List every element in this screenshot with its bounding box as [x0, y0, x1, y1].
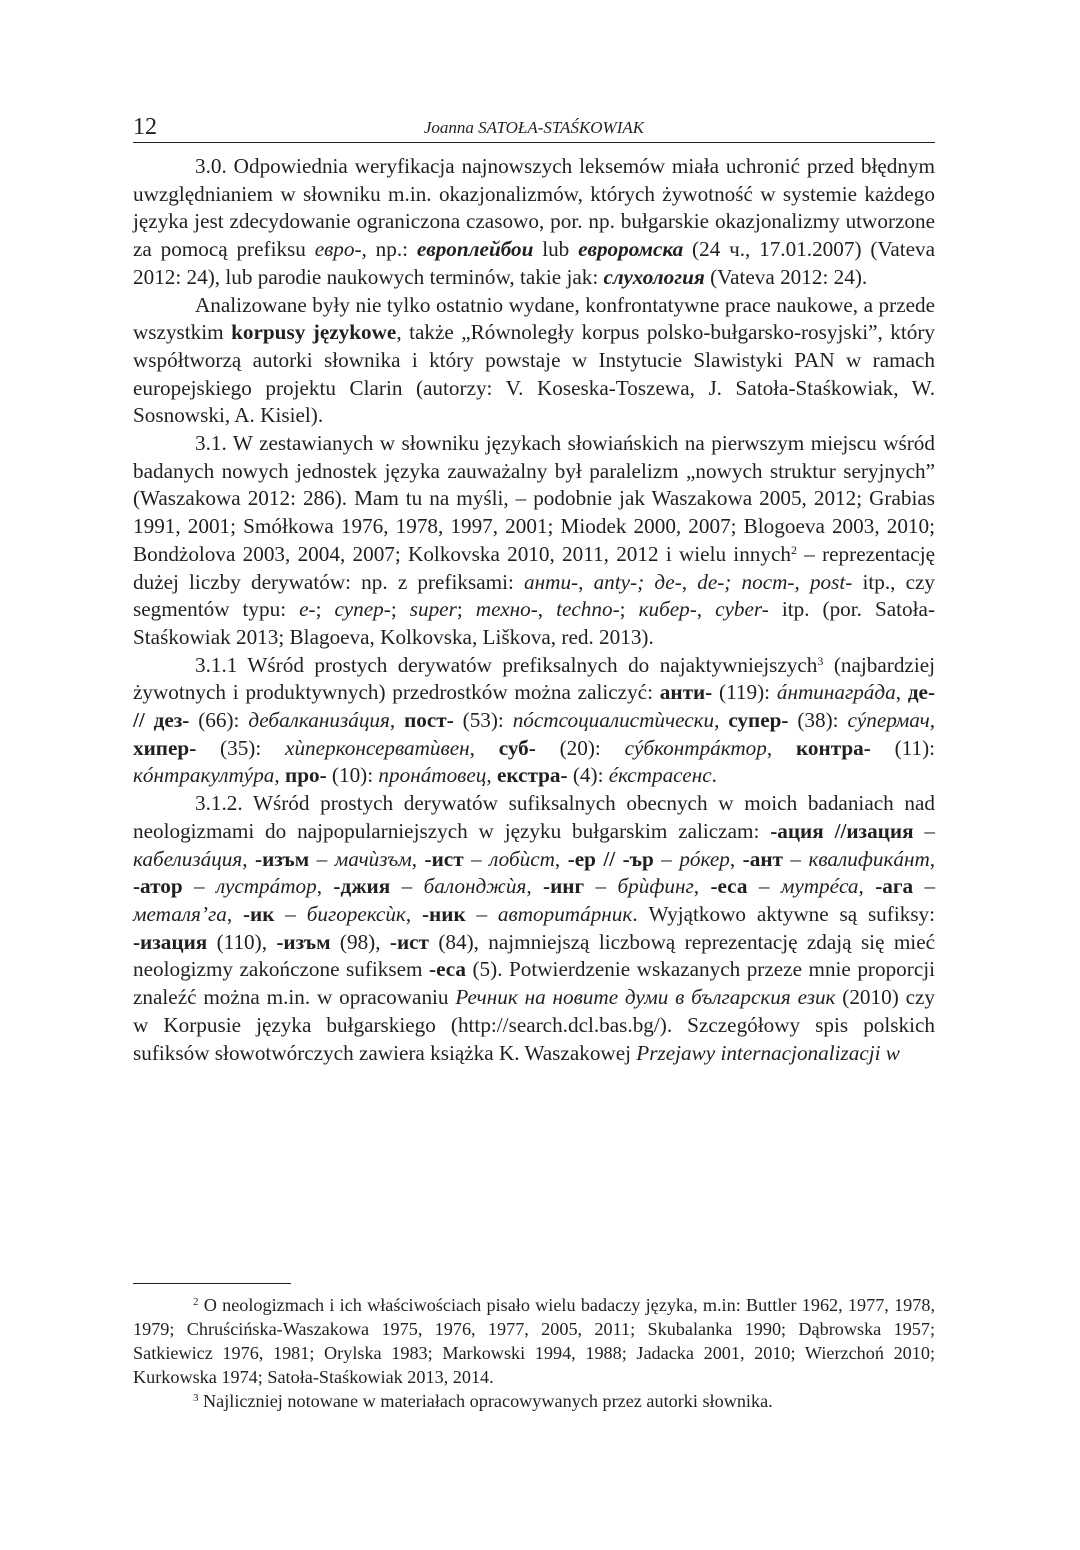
text-run: балонджѝя — [423, 874, 527, 899]
text-run: хипер- — [133, 735, 197, 760]
text-run: -атор — [133, 874, 183, 899]
text-run: , — [274, 763, 285, 788]
text-run: -еса — [710, 874, 748, 899]
text-run: itp., czy segmentów typu: — [133, 569, 936, 622]
text-run: -изация — [133, 929, 208, 954]
text-run: – — [465, 901, 498, 926]
text-run: éкстрасенс — [608, 763, 712, 788]
text-run: – — [913, 818, 935, 843]
text-run: -изъм — [276, 929, 331, 954]
text-run: Przejawy internacjonalizacji w — [636, 1040, 900, 1065]
text-run: (najbardziej żywotnych i produktywnych) przedrostków można zaliczyć: — [133, 652, 935, 705]
text-run: (84), najmniejszą liczbową reprezentację zdają się mieć neologizmy zakończone sufiksem — [133, 929, 936, 982]
text-run: (5). Potwierdzenie wskazanych przeze mnie proporcji znaleźć można m.in. w opracowaniu — [133, 957, 935, 1010]
footnote-marker: 2 — [193, 1296, 199, 1308]
text-run: техно- — [475, 597, 538, 622]
text-run: -джия — [333, 874, 391, 899]
text-run: бигорексѝк — [306, 901, 406, 926]
text-run: суб- — [498, 735, 536, 760]
text-run: -ист — [389, 929, 429, 954]
paragraph — [133, 430, 935, 652]
text-run: , także „Równoległy korpus polsko-bułgarsko-rosyjski”, który współtworzą autorki słownika i który powstaje w Instytucie Slawistyki PAN w ramach europejskiego projektu Clarin (autorzy: V. Koseska-Toszewa, J. Satoła-Staśkowiak, W. Sosnowski, A. Kisiel). — [133, 320, 935, 428]
text-run: кибер- — [638, 597, 697, 622]
text-run: (110), — [207, 929, 277, 954]
text-run: сýбконтрáктор — [624, 735, 767, 760]
text-run: Analizowane były nie tylko ostatnio wydane, konfrontatywne prace naukowe, a przede wszystkim — [133, 292, 935, 345]
text-run: мачѝзъм — [334, 846, 412, 871]
main-text — [133, 153, 935, 1067]
text-run: (119): — [712, 680, 777, 705]
text-run: ; — [390, 597, 410, 622]
page-number: 12 — [133, 114, 157, 140]
text-run: , — [929, 708, 936, 733]
text-run: , — [681, 569, 698, 594]
text-run: , — [242, 846, 256, 871]
footnote-marker: 2 — [790, 542, 797, 557]
text-run: techno- — [556, 597, 620, 622]
text-run: – — [274, 901, 307, 926]
text-run: , — [554, 846, 568, 871]
text-run: кабелизáция — [133, 846, 243, 871]
text-run: , — [526, 874, 544, 899]
text-run: пост- — [404, 708, 454, 733]
footnote-separator — [133, 1283, 291, 1284]
text-run: , — [794, 569, 810, 594]
text-run: áнтинагрáда — [776, 680, 896, 705]
text-run: (10): — [326, 763, 379, 788]
text-run: слухология — [603, 264, 705, 289]
text-run: европлейбои — [416, 237, 534, 262]
text-run: кóнтракултýра — [133, 763, 275, 788]
text-run: – — [747, 874, 781, 899]
text-run: -ист — [424, 846, 464, 871]
text-run: ; — [619, 597, 639, 622]
text-run: , — [226, 901, 243, 926]
text-run: (53): — [453, 708, 513, 733]
text-run: , — [578, 569, 594, 594]
text-run: , — [729, 846, 743, 871]
text-run: ; — [456, 597, 476, 622]
text-run: евроромска — [578, 237, 684, 262]
footnote-marker: 3 — [817, 653, 824, 668]
text-run: про- — [284, 763, 327, 788]
footnote-marker: 3 — [193, 1392, 199, 1404]
text-run: анти- — [659, 680, 713, 705]
text-run: – — [913, 874, 936, 899]
text-run: , — [469, 735, 499, 760]
text-run: -ик — [242, 901, 275, 926]
text-run: супер- — [334, 597, 391, 622]
text-run: (98), — [330, 929, 390, 954]
text-run: lub — [533, 237, 579, 262]
text-run: – reprezentację dużej liczby derywatów: np. z prefiksami: — [133, 541, 936, 594]
text-run: , — [389, 708, 405, 733]
text-run: , — [858, 874, 876, 899]
text-run: лустрáтор — [215, 874, 317, 899]
text-run: , — [693, 874, 711, 899]
text-run: (11): — [870, 735, 936, 760]
text-run: сýпермач — [847, 708, 930, 733]
text-run: евро-, — [314, 237, 367, 262]
text-run: -инг — [543, 874, 585, 899]
text-run: 3.1.2. Wśród prostych derywatów sufiksalnych obecnych w moich badaniach nad neologizmami do najpopularniejszych w języku bułgarskim zaliczam: — [133, 791, 935, 843]
text-run: анти- — [524, 569, 579, 594]
text-run: korpusy językowe — [231, 320, 397, 345]
text-run: , — [405, 901, 422, 926]
paragraph — [133, 790, 935, 1067]
running-head: Joanna SATOŁA-STAŚKOWIAK — [423, 118, 645, 137]
text-run: (2010) czy w Korpusie języka bułgarskiego (http://search.dcl.bas.bg/). Szczegółowy spis polskich sufiksów słowotwórczych zawiera książka K. Waszakowej — [133, 985, 935, 1065]
text-run: -еса — [429, 957, 466, 982]
text-run: . Wyjątkowo aktywne są sufiksy: — [632, 901, 936, 926]
text-run: – — [653, 846, 680, 871]
text-run: 3.0. Odpowiednia weryfikacja najnowszych leksemów miała uchronić przed błędnym uwzględnianiem w słowniku m.in. okazjonalizmów, których żywotność w systemie każdego języka jest zdecydowanie ograniczona czasowo, por. np. bułgarskie okazjonalizmy utworzone za pomocą prefiksu — [133, 154, 935, 262]
text-run: лобѝст — [489, 846, 555, 871]
text-run: Речник на новите думи в българския език — [455, 985, 836, 1010]
text-run: . — [711, 763, 717, 788]
footnote — [133, 1293, 935, 1389]
text-run: хѝперконсерватѝвен — [285, 735, 470, 760]
paragraph — [133, 652, 935, 791]
text-run: O neologizmach i ich właściwościach pisało wielu badaczy języka, m.in: Buttler 1962, 1977, 1978, 1979; Chruścińska-Waszakowa 1975, 1976, 1977, 2005, 2011; Skubalanka 1990; Dąbrowska 1957; Satkiewicz 1976, 1981; Orylska 1983; Markowski 1994, 1988; Jadacka 2001, 2010; Wierzchoń 2010; Kurkowska 1974; Satoła-Staśkowiak 2013, 2014. — [133, 1295, 935, 1387]
text-run: пронáтовец — [378, 763, 487, 788]
text-run: -ант — [742, 846, 783, 871]
text-run: (Vateva 2012: 24). — [704, 264, 868, 289]
text-run: – — [584, 874, 618, 899]
text-run: дебалканизáция — [248, 708, 390, 733]
text-run: de-; пост- — [697, 569, 795, 594]
text-run: квалификáнт — [808, 846, 930, 871]
page-header — [133, 112, 935, 143]
text-run: (20): — [535, 735, 625, 760]
text-run: металя’га — [133, 901, 227, 926]
text-run: , — [895, 680, 908, 705]
text-run: -ер // -ър — [567, 846, 654, 871]
text-run: , — [929, 846, 936, 871]
text-run: -ация //изация — [770, 818, 914, 843]
text-run: ; — [315, 597, 335, 622]
text-run: , — [411, 846, 425, 871]
text-run: -изъм — [255, 846, 310, 871]
text-run: anty-; де- — [593, 569, 682, 594]
text-run: екстра- — [496, 763, 568, 788]
text-run: мутрéса — [780, 874, 859, 899]
text-run: 3.1.1 Wśród prostych derywatów prefiksalnych do najaktywniejszych — [195, 652, 818, 677]
text-run: (66): — [189, 708, 249, 733]
text-run: – — [182, 874, 216, 899]
text-run: де- // дез- — [133, 680, 936, 733]
text-run: post- — [809, 569, 853, 594]
text-run: itp. (por. Satoła-Staśkowiak 2013; Blagoeva, Kolkovska, Liškova, red. 2013). — [133, 597, 935, 649]
footnote — [133, 1389, 935, 1413]
text-run: контра- — [795, 735, 871, 760]
text-run: cyber- — [715, 597, 769, 622]
text-run: брѝфинг — [617, 874, 694, 899]
paragraph — [133, 153, 935, 292]
text-run: , — [696, 597, 716, 622]
text-run: – — [390, 874, 424, 899]
text-run: , — [486, 763, 497, 788]
text-run: (24 ч., 17.01.2007) (Vateva 2012: 24), lub parodie naukowych terminów, takie jak: — [133, 237, 936, 289]
text-run: е- — [299, 597, 316, 622]
text-run: Najliczniej notowane w materiałach opracowywanych przez autorki słownika. — [198, 1391, 773, 1411]
text-run: , — [714, 708, 729, 733]
text-run: -ага — [875, 874, 914, 899]
footnotes — [133, 1293, 935, 1413]
text-run: (38): — [788, 708, 848, 733]
text-run: рóкер — [679, 846, 730, 871]
text-run: np.: — [366, 237, 417, 262]
text-run: супер- — [728, 708, 789, 733]
text-run: , — [316, 874, 334, 899]
text-run: , — [537, 597, 557, 622]
text-run: super — [409, 597, 457, 622]
text-run: (4): — [567, 763, 609, 788]
text-run: – — [782, 846, 809, 871]
text-run: пóстсоциалистѝчески — [512, 708, 715, 733]
text-run: – — [463, 846, 490, 871]
text-run: (35): — [196, 735, 286, 760]
paragraph — [133, 292, 935, 431]
text-run: , — [766, 735, 796, 760]
text-run: -ник — [421, 901, 466, 926]
text-run: 3.1. W zestawianych w słowniku językach słowiańskich na pierwszym miejscu wśród badanych nowych jednostek języka zauważalny był paralelizm „nowych struktur seryjnych” (Waszakowa 2012: 286). Mam tu na myśli, – podobnie jak Waszakowa 2005, 2012; Grabias 1991, 2001; Smółkowa 1976, 1978, 1997, 2001; Miodek 2000, 2007; Blogoeva 2003, 2010; Bondżolova 2003, 2004, 2007; Kolkovska 2010, 2011, 2012 i wielu innych — [133, 431, 935, 566]
text-run: авторитáрник — [497, 901, 633, 926]
text-run: – — [309, 846, 335, 871]
